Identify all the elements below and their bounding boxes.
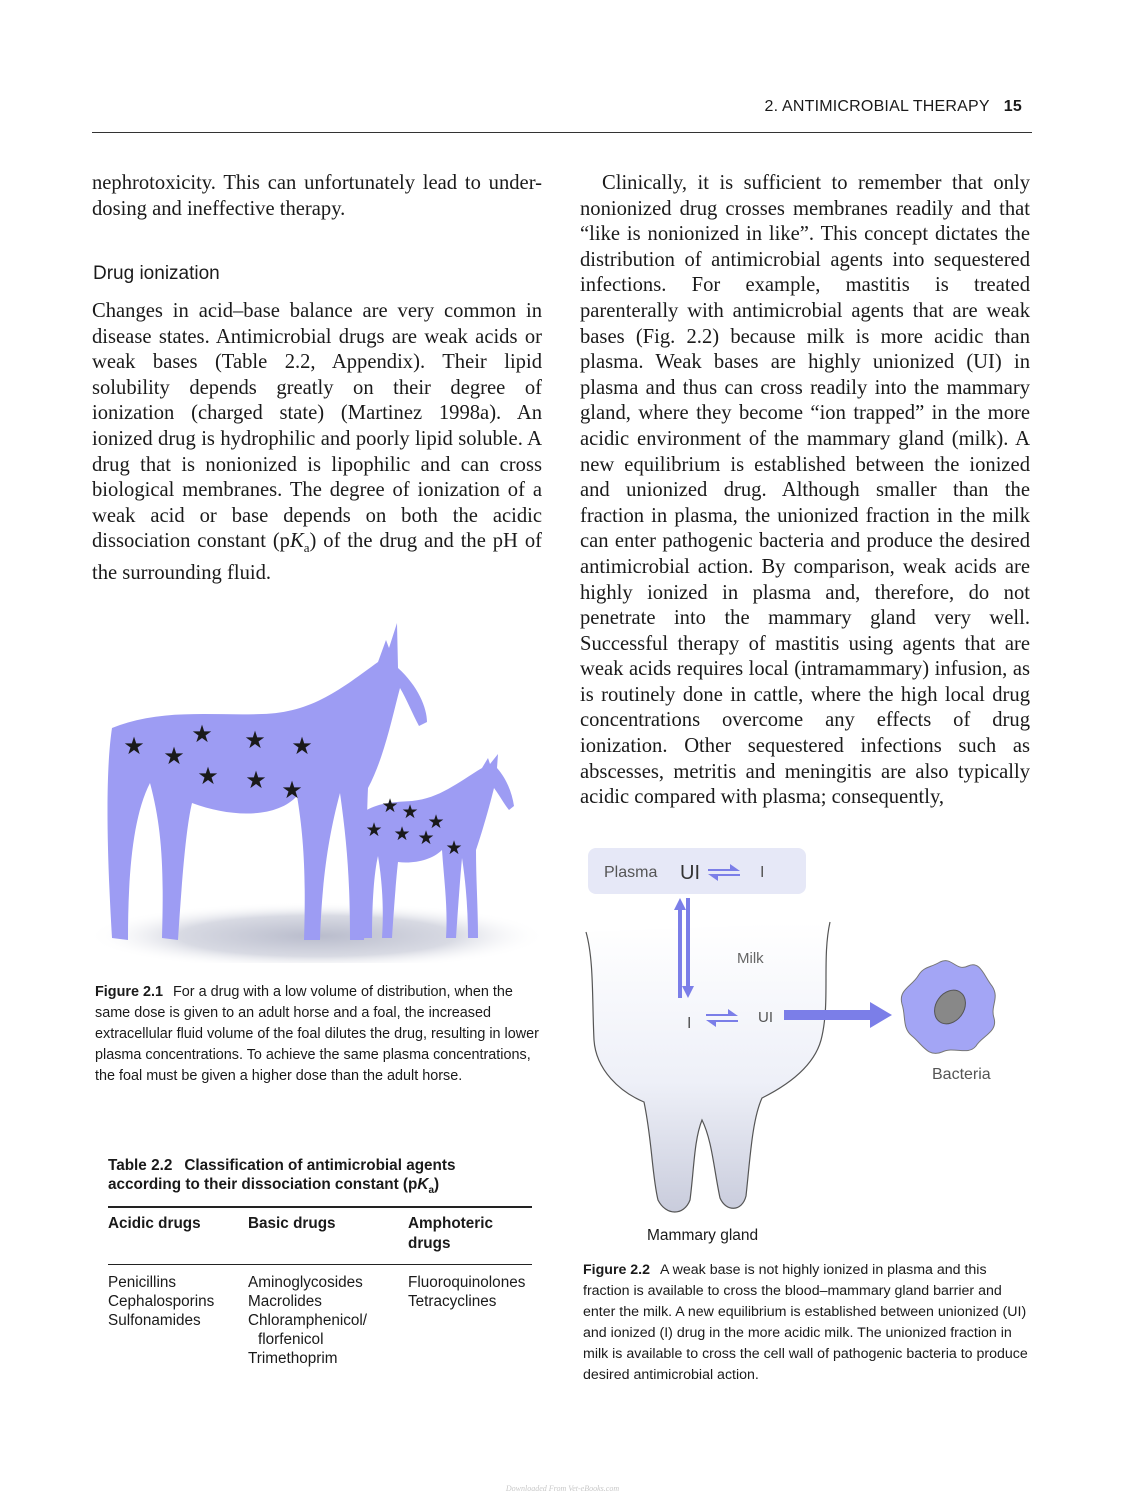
page-number: 15	[1003, 98, 1022, 115]
star-icon: ★	[291, 732, 313, 760]
adult-horse-silhouette	[108, 623, 428, 940]
table-cell-acidic: Penicillins Cephalosporins Sulfonamides	[108, 1274, 215, 1330]
figure-2-1-horses-illustration	[92, 618, 542, 963]
section-title: 2. ANTIMICROBIAL THERAPY	[764, 98, 990, 115]
milk-label: Milk	[737, 950, 764, 967]
star-icon: ★	[163, 742, 185, 770]
left-paragraph-2: Changes in acid–base balance are very common in disease states. Antimicrobial drugs are weak acids or weak bases (Table 2.2, Appendix). Their lipid solubility depends greatly on their degree of ionization (charged state) (Martinez 1998a). An ionized drug is hydrophilic and poorly lipid soluble. A drug that is nonionized is lipophilic and can cross biological membranes. The degree of ionization of a weak acid or base depends on both the acidic dissociation constant $(pK_a)$ of the drug and the pH of the surrounding fluid.	[92, 300, 542, 585]
figure-2-2-caption: Figure 2.2 A weak base is not highly ionized in plasma and this fraction is available to cross the blood–mammary gland barrier and enter the milk. A new equilibrium is established between unionized (UI) and ionized (I) drug in the more acidic milk. The unionized fraction in milk is available to cross the cell wall of pathogenic bacteria to produce desired antimicrobial action.	[583, 1262, 1028, 1383]
table-header-rule	[108, 1264, 532, 1265]
header-rule	[92, 132, 1032, 133]
mammary-gland-outline	[586, 922, 830, 1212]
star-icon: ★	[381, 795, 399, 817]
table-header-cell: Acidic drugs	[108, 1215, 201, 1233]
star-icon: ★	[245, 766, 267, 794]
star-icon: ★	[244, 726, 266, 754]
figure-2-1-label: Figure 2.1	[95, 984, 163, 1000]
star-icon: ★	[197, 762, 219, 790]
table-2-2-body	[108, 1273, 532, 1368]
figure-2-1-caption: Figure 2.1 For a drug with a low volume of distribution, when the same dose is given to an adult horse and a foal, the increased extracellular fluid volume of the foal dilutes the drug, resulting in lower plasma concentrations. To achieve the same plasma concentrations, the foal must be given a higher dose than the adult horse.	[95, 984, 539, 1084]
mammary-gland-label: Mammary gland	[647, 1227, 759, 1244]
star-icon: ★	[365, 819, 383, 841]
star-icon: ★	[123, 732, 145, 760]
bacteria-label: Bacteria	[932, 1066, 991, 1083]
star-icon: ★	[445, 837, 463, 859]
running-head	[764, 98, 1022, 116]
table-2-2-grid	[108, 1208, 532, 1264]
table-cell-basic: Aminoglycosides Macrolides Chloramphenicol/ florfenicol Trimethoprim	[248, 1274, 368, 1368]
table-row	[108, 1273, 532, 1368]
subheading-drug-ionization: Drug ionization	[93, 263, 220, 284]
left-paragraph-1: nephrotoxicity. This can unfortunately lead to under-dosing and ineffective therapy.	[92, 172, 542, 220]
table-header-row	[108, 1208, 532, 1264]
figure-2-2-label: Figure 2.2	[583, 1262, 651, 1278]
table-2-2-title: Table 2.2 Classification of antimicrobial agents according to their dissociation constant $(pK_a)$	[108, 1157, 456, 1197]
milk-ui-label: UI	[758, 1009, 773, 1026]
plasma-label: Plasma	[604, 864, 658, 881]
star-icon: ★	[281, 776, 303, 804]
table-header-cell: Amphoteric drugs	[408, 1215, 493, 1253]
milk-i-label: I	[687, 1015, 692, 1032]
star-icon: ★	[417, 827, 435, 849]
right-paragraph: Clinically, it is sufficient to remember that only nonionized drug crosses membranes readily and that “like is nonionized in like”. This concept dictates the distribution of antimicrobial agents into sequestered infections. For example, mastitis is treated parenterally with antimicrobial agents that are weak bases (Fig. 2.2) because milk is more acidic than plasma. Weak bases are highly unionized (UI) in plasma and thus can cross readily into the mammary gland, where they become “ion trapped” in the more acidic environment of the mammary gland (milk). A new equilibrium is established between the ionized and unionized drug. Although smaller than the fraction in plasma, the unionized fraction in the milk can enter pathogenic bacteria and produce the desired antimicrobial action. By comparison, weak acids are highly ionized in plasma and, therefore, do not penetrate into the mammary gland very well. Successful therapy of mastitis using agents that are weak acids requires local (intramammary) infusion, as is routinely done in cattle, where the high local drug concentrations overcome any effects of drug ionization. Other sequestered infections such as abscesses, metritis and meningitis are also typically acidic compared with plasma; consequently,	[580, 172, 1030, 809]
figure-2-2-diagram	[580, 840, 1030, 1220]
plasma-i-label: I	[760, 864, 765, 881]
table-header-cell: Basic drugs	[248, 1215, 336, 1233]
star-icon: ★	[401, 801, 419, 823]
table-2-2	[108, 1156, 532, 1368]
table-cell-amphoteric: Fluoroquinolones Tetracyclines	[408, 1274, 526, 1311]
star-icon: ★	[393, 823, 411, 845]
footer-watermark: Downloaded From Vet-eBooks.com	[505, 1484, 620, 1493]
star-icon: ★	[427, 811, 445, 833]
star-icon: ★	[191, 720, 213, 748]
plasma-ui-label: UI	[680, 862, 700, 884]
